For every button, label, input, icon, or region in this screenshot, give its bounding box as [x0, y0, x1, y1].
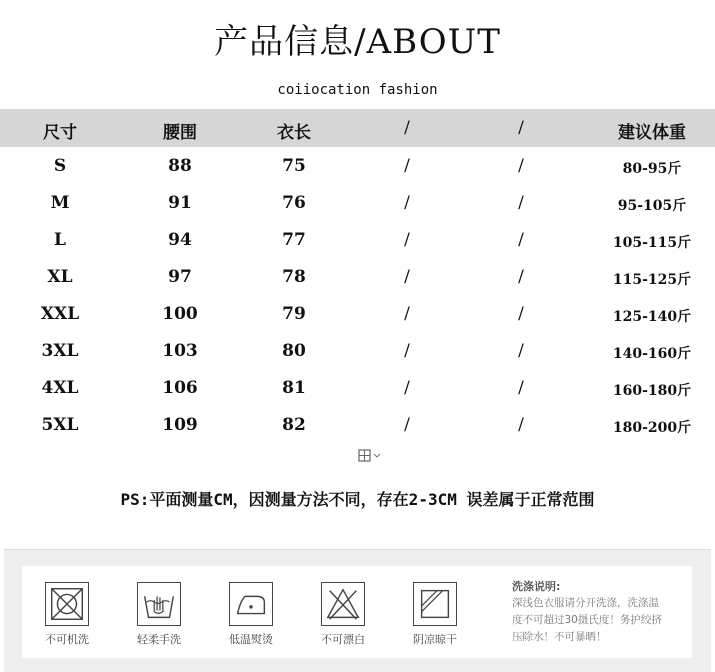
cell-size: L — [54, 230, 66, 250]
cell-waist: 91 — [168, 193, 192, 213]
measurement-note: PS:平面测量CM，因测量方法不同，存在2-3CM 误差属于正常范围 — [120, 490, 595, 509]
cell-weight: 80-95斤 — [622, 161, 682, 177]
cell-length: 79 — [282, 304, 306, 324]
cell-size: 5XL — [41, 415, 79, 435]
cell-length: 76 — [282, 193, 306, 213]
table-row — [0, 370, 715, 407]
table-row — [0, 222, 715, 259]
care-item-no-bleach — [310, 582, 376, 647]
care-item-no-machine-wash — [34, 582, 100, 647]
care-label: 阴凉晾干 — [413, 633, 457, 646]
cell-blank-2: / — [518, 415, 524, 435]
care-label: 低温熨烫 — [229, 633, 273, 646]
cell-waist: 106 — [162, 378, 198, 398]
care-label: 不可漂白 — [321, 633, 365, 646]
cell-length: 81 — [282, 378, 306, 398]
cell-blank-1: / — [404, 415, 410, 435]
cell-waist: 97 — [168, 267, 192, 287]
cell-length: 80 — [282, 341, 306, 361]
cell-blank-1: / — [404, 304, 410, 324]
care-label: 轻柔手洗 — [137, 633, 181, 646]
cell-length: 75 — [282, 156, 306, 176]
size-table-header — [0, 109, 715, 147]
cell-blank-1: / — [404, 378, 410, 398]
cell-weight: 125-140斤 — [612, 309, 692, 325]
no-machine-wash-icon — [45, 582, 89, 626]
cell-weight: 95-105斤 — [617, 198, 687, 214]
wash-instructions — [512, 578, 698, 646]
care-item-low-iron — [218, 582, 284, 647]
header-length: 衣长 — [277, 123, 311, 143]
cell-waist: 109 — [162, 415, 198, 435]
cell-waist: 103 — [162, 341, 198, 361]
cell-waist: 94 — [168, 230, 192, 250]
table-row — [0, 185, 715, 222]
wash-instructions-line: 度不可超过30摄氏度！务护绞挤 — [512, 614, 662, 626]
cell-waist: 88 — [168, 156, 192, 176]
cell-weight: 105-115斤 — [612, 235, 692, 251]
cell-size: S — [53, 156, 67, 176]
table-options-icon[interactable] — [357, 448, 387, 464]
hand-wash-icon — [137, 582, 181, 626]
cell-size: 4XL — [41, 378, 79, 398]
cell-weight: 160-180斤 — [612, 383, 692, 399]
cell-blank-2: / — [518, 156, 524, 176]
cell-size: XL — [47, 267, 73, 287]
page-subtitle: coiiocation fashion — [277, 82, 438, 98]
table-row — [0, 259, 715, 296]
cell-weight: 140-160斤 — [612, 346, 692, 362]
cell-blank-1: / — [404, 341, 410, 361]
wash-instructions-line: 深浅色衣服请分开洗涤，洗涤温 — [512, 597, 659, 609]
shade-dry-icon — [413, 582, 457, 626]
header-size: 尺寸 — [43, 123, 77, 143]
table-row — [0, 333, 715, 370]
care-panel — [4, 549, 711, 672]
wash-instructions-line: 压除水！不可暴晒！ — [512, 631, 607, 643]
cell-weight: 180-200斤 — [612, 420, 692, 436]
header-waist: 腰围 — [163, 123, 197, 143]
header-blank-1: / — [404, 118, 410, 138]
table-row — [0, 148, 715, 185]
cell-blank-2: / — [518, 341, 524, 361]
cell-blank-1: / — [404, 193, 410, 213]
care-item-shade-dry — [402, 582, 468, 647]
wash-instructions-title: 洗涤说明: — [512, 580, 561, 593]
cell-size: XXL — [40, 304, 80, 324]
low-iron-icon — [229, 582, 273, 626]
cell-blank-1: / — [404, 156, 410, 176]
header-blank-2: / — [518, 118, 524, 138]
care-item-hand-wash — [126, 582, 192, 647]
care-label: 不可机洗 — [45, 633, 89, 646]
cell-length: 77 — [282, 230, 306, 250]
cell-size: M — [50, 193, 70, 213]
cell-blank-1: / — [404, 230, 410, 250]
cell-length: 78 — [282, 267, 306, 287]
cell-length: 82 — [282, 415, 306, 435]
table-row — [0, 407, 715, 444]
cell-blank-1: / — [404, 267, 410, 287]
page-title: 产品信息/ABOUT — [214, 22, 501, 62]
header-weight: 建议体重 — [618, 123, 686, 143]
table-row — [0, 296, 715, 333]
care-inner-card — [22, 566, 692, 658]
cell-blank-2: / — [518, 378, 524, 398]
cell-size: 3XL — [41, 341, 79, 361]
cell-blank-2: / — [518, 267, 524, 287]
cell-blank-2: / — [518, 230, 524, 250]
no-bleach-icon — [321, 582, 365, 626]
cell-waist: 100 — [162, 304, 198, 324]
cell-blank-2: / — [518, 304, 524, 324]
cell-weight: 115-125斤 — [612, 272, 692, 288]
cell-blank-2: / — [518, 193, 524, 213]
